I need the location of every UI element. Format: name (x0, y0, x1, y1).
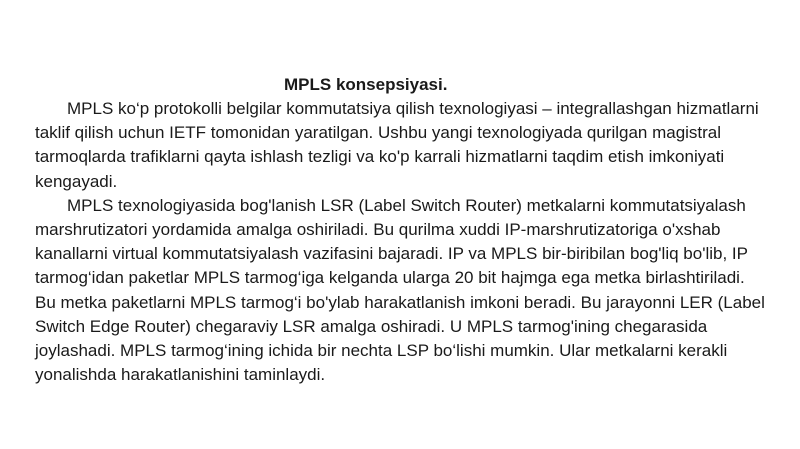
document-body (35, 97, 765, 387)
paragraph-2: MPLS texnologiyasida bog'lanish LSR (Label Switch Router) metkalarni kommutatsiyalash marshrutizatori yordamida amalga oshiriladi. Bu qurilma xuddi IP-marshrutizatoriga o'xshab kanallarni virtual kommutatsiyalash vazifasini bajaradi. IP va MPLS bir-biribilan bog'liq bo'lib, IP tarmog‘idan paketlar MPLS tarmog‘iga kelganda ularga 20 bit hajmga ega metka birlashtiriladi. Bu metka paketlarni MPLS tarmog‘i bo'ylab harakatlanish imkoni beradi. Bu jarayonni LER (Label Switch Edge Router) chegaraviy LSR amalga oshiradi. U MPLS tarmog'ining chegarasida joylashadi. MPLS tarmog‘ining ichida bir nechta LSP bo‘lishi mumkin. Ular metkalarni kerakli yonalishda harakatlanishini taminlaydi. (35, 195, 765, 385)
document-title: MPLS konsepsiyasi. (284, 75, 448, 94)
paragraph-1: MPLS ko‘p protokolli belgilar kommutatsiya qilish texnologiyasi – integrallashgan hizmatlarni taklif qilish uchun IETF tomonidan yaratilgan. Ushbu yangi texnologiyada qurilgan magistral tarmoqlarda trafiklarni qayta ishlash tezligi va ko'p karrali hizmatlarni taqdim etish imkoniyati kengayadi. (35, 99, 759, 191)
